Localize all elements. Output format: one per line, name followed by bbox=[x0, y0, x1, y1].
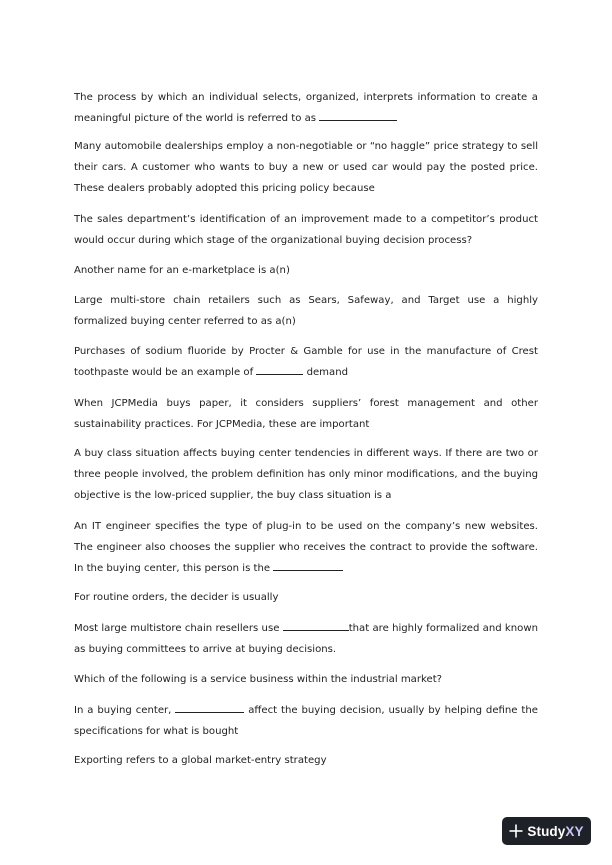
question-10 bbox=[74, 587, 538, 608]
question-1 bbox=[74, 87, 538, 129]
question-11 bbox=[74, 618, 538, 660]
logo-wordmark bbox=[527, 824, 583, 839]
answer-blank bbox=[175, 703, 244, 713]
question-13 bbox=[74, 700, 538, 742]
question-4-text: Another name for an e-marketplace is a(n) bbox=[74, 265, 290, 276]
question-8-text: A buy class situation affects buying center tendencies in different ways. If there are two or three people involved, the problem definition has only minor modifications, and the buying objective is the low-priced supplier, the buy class situation is a bbox=[74, 448, 538, 501]
logo-text-main: Study bbox=[527, 823, 566, 839]
question-9-text: An IT engineer specifies the type of plug-in to be used on the company’s new websites. The engineer also chooses the supplier who receives the contract to provide the software. In the buying center, this person is the bbox=[74, 521, 538, 574]
question-14-text: Exporting refers to a global market-entry strategy bbox=[74, 755, 327, 766]
question-6 bbox=[74, 341, 538, 383]
answer-blank bbox=[273, 561, 343, 571]
question-3-text: The sales department’s identification of an improvement made to a competitor’s product would occur during which stage of the organizational buying decision process? bbox=[74, 214, 538, 246]
question-14 bbox=[74, 750, 538, 771]
answer-blank bbox=[319, 111, 397, 121]
question-9 bbox=[74, 516, 538, 579]
question-8 bbox=[74, 443, 538, 506]
answer-blank bbox=[256, 365, 303, 375]
studyxy-logo bbox=[502, 817, 591, 845]
question-6-suffix: demand bbox=[303, 367, 349, 378]
answer-blank bbox=[283, 621, 349, 631]
question-2 bbox=[74, 136, 538, 199]
question-10-text: For routine orders, the decider is usually bbox=[74, 592, 279, 603]
question-2-text: Many automobile dealerships employ a non-negotiable or “no haggle” price strategy to sell their cars. A customer who wants to buy a new or used car would pay the posted price. These dealers probably adopted this pricing policy because bbox=[74, 141, 538, 194]
question-11-text: Most large multistore chain resellers use bbox=[74, 623, 283, 634]
question-13-suffix: affect the buying decision, usually by helping define the specifications for what is bought bbox=[74, 705, 538, 737]
logo-text-accent: XY bbox=[565, 823, 584, 839]
question-11-suffix: that are highly formalized and known as buying committees to arrive at buying decisions. bbox=[74, 623, 538, 655]
plus-mark-icon bbox=[509, 824, 523, 838]
question-7 bbox=[74, 393, 538, 435]
question-12-text: Which of the following is a service business within the industrial market? bbox=[74, 674, 443, 685]
question-3 bbox=[74, 209, 538, 251]
question-7-text: When JCPMedia buys paper, it considers suppliers’ forest management and other sustainability practices. For JCPMedia, these are important bbox=[74, 398, 538, 430]
question-1-text: The process by which an individual selects, organized, interprets information to create a meaningful picture of the world is referred to as bbox=[74, 92, 538, 124]
question-6-text: Purchases of sodium fluoride by Procter & Gamble for use in the manufacture of Crest toothpaste would be an example of bbox=[74, 346, 538, 378]
question-13-text: In a buying center, bbox=[74, 705, 176, 716]
question-4 bbox=[74, 260, 538, 281]
question-5 bbox=[74, 290, 538, 332]
question-5-text: Large multi-store chain retailers such as Sears, Safeway, and Target use a highly formalized buying center referred to as a(n) bbox=[74, 295, 538, 327]
question-12 bbox=[74, 669, 538, 690]
